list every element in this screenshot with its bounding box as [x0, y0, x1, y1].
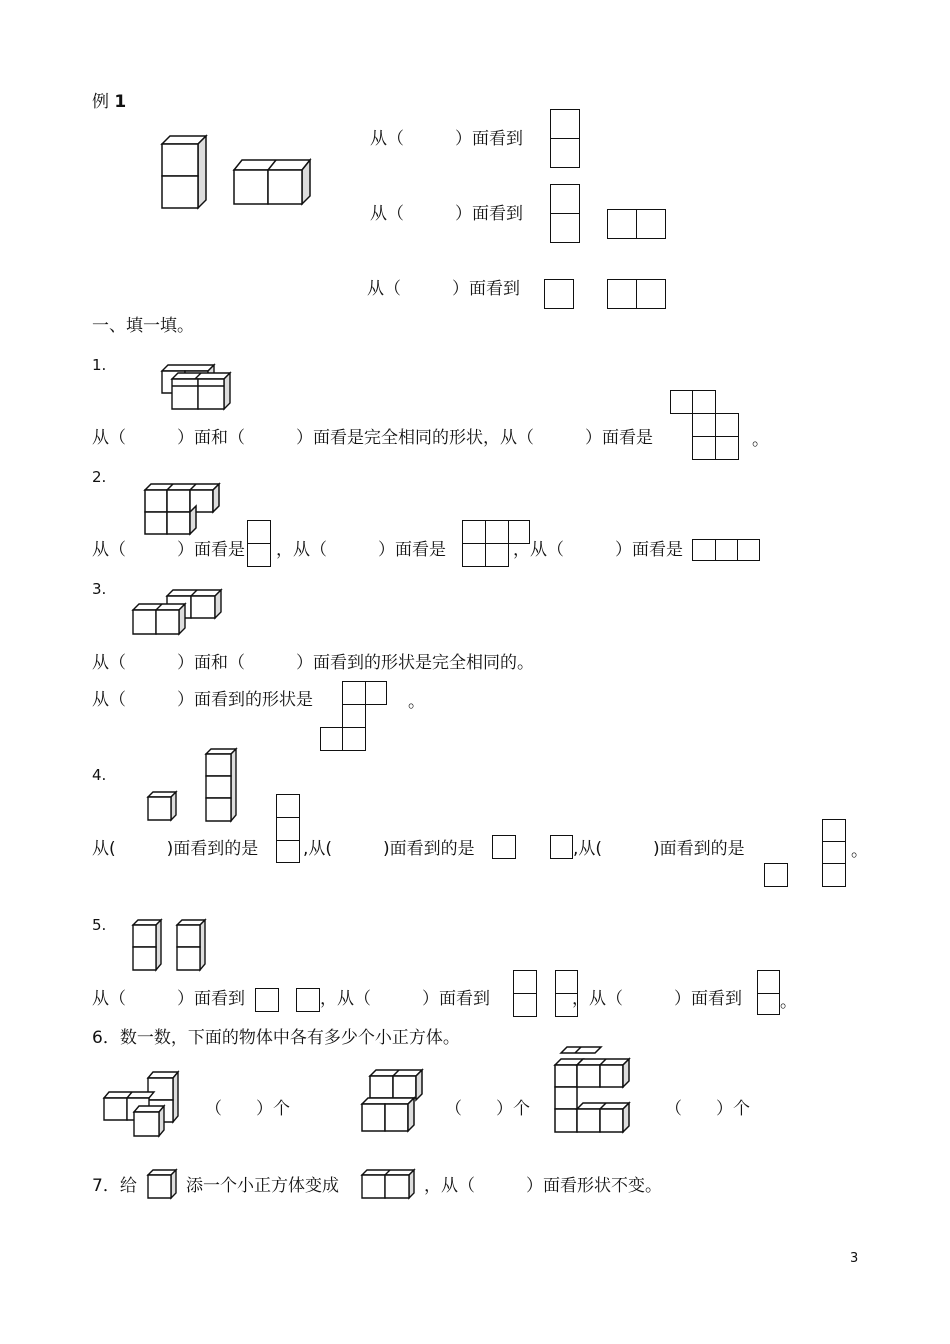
- q5-text-2: ，从（ ）面看到: [320, 989, 490, 1009]
- example-question-1: 从（ ）面看到: [370, 129, 523, 149]
- q4-text-3: ,从( )面看到的是: [573, 839, 745, 859]
- answer-shape: [276, 817, 300, 841]
- answer-shape: [550, 184, 580, 214]
- page-number: 3: [850, 1251, 859, 1266]
- q4-end: 。: [851, 841, 868, 861]
- answer-shape: [692, 539, 716, 561]
- q3-cube-figure: [131, 588, 223, 636]
- example-row-figure: [232, 158, 314, 208]
- example-tower-figure: [160, 134, 210, 212]
- answer-shape: [715, 539, 738, 561]
- answer-shape: [462, 543, 486, 567]
- answer-shape: [550, 138, 580, 168]
- q7-text-2: 添一个小正方体变成: [186, 1176, 339, 1196]
- question-number: 3.: [92, 580, 107, 598]
- q3-text-1: 从（ ）面和（ ）面看到的形状是完全相同的。: [92, 653, 534, 673]
- answer-shape: [822, 863, 846, 887]
- q2-cube-figure: [143, 482, 223, 536]
- answer-shape: [365, 681, 387, 705]
- question-number: 2.: [92, 468, 107, 486]
- answer-shape: [607, 209, 637, 239]
- answer-shape: [492, 835, 516, 859]
- answer-shape: [342, 681, 366, 705]
- answer-shape: [550, 109, 580, 139]
- q2-text-2: ，从（ ）面看是: [276, 540, 446, 560]
- q1-text: 从（ ）面和（ ）面看是完全相同的形状，从（ ）面看是: [92, 428, 653, 448]
- q6-title: 6．数一数，下面的物体中各有多少个小正方体。: [92, 1028, 460, 1048]
- q4-tower-cube-figure: [204, 747, 238, 823]
- answer-shape: [670, 390, 694, 414]
- q2-text-1: 从（ ）面看是: [92, 540, 245, 560]
- q7-text-3: ，从（ ）面看形状不变。: [424, 1176, 662, 1196]
- q5-cube-figure-left: [131, 918, 163, 972]
- answer-shape: [607, 279, 637, 309]
- q6-blank-1: （ ）个: [205, 1099, 290, 1119]
- answer-shape: [737, 539, 760, 561]
- answer-shape: [822, 819, 846, 842]
- answer-shape: [692, 390, 716, 414]
- q5-cube-figure-right: [175, 918, 207, 972]
- q7-cube-pair: [360, 1168, 416, 1200]
- q6-blank-3: （ ）个: [665, 1099, 750, 1119]
- answer-shape: [320, 727, 343, 751]
- answer-shape: [715, 413, 739, 437]
- answer-shape: [636, 209, 666, 239]
- answer-shape: [692, 436, 716, 460]
- question-number: 4.: [92, 766, 107, 784]
- answer-shape: [513, 993, 537, 1017]
- q1-cube-figure: [160, 363, 234, 411]
- answer-shape: [764, 863, 788, 887]
- q6-cube-figure-2: [360, 1068, 424, 1134]
- q7-text-1: 7．给: [92, 1176, 137, 1196]
- answer-shape: [255, 988, 279, 1012]
- q3-end: 。: [408, 692, 425, 712]
- answer-shape: [757, 970, 780, 994]
- q5-end: 。: [780, 992, 797, 1012]
- q6-cube-figure-3: [553, 1045, 633, 1135]
- example-question-3: 从（ ）面看到: [367, 279, 520, 299]
- answer-shape: [550, 835, 573, 859]
- question-number: 5.: [92, 916, 107, 934]
- answer-shape: [513, 970, 537, 994]
- answer-shape: [462, 520, 486, 544]
- answer-shape: [757, 993, 780, 1015]
- answer-shape: [247, 543, 271, 567]
- q4-text-1: 从( )面看到的是: [92, 839, 259, 859]
- answer-shape: [247, 520, 271, 544]
- answer-shape: [636, 279, 666, 309]
- q5-text-1: 从（ ）面看到: [92, 989, 245, 1009]
- q3-text-2: 从（ ）面看到的形状是: [92, 690, 313, 710]
- q4-single-cube-figure: [146, 790, 178, 822]
- answer-shape: [485, 520, 509, 544]
- answer-shape: [296, 988, 320, 1012]
- q7-cube-single: [146, 1168, 178, 1200]
- answer-shape: [485, 543, 509, 567]
- example-question-2: 从（ ）面看到: [370, 204, 523, 224]
- answer-shape: [692, 413, 716, 437]
- answer-shape: [544, 279, 574, 309]
- answer-shape: [342, 704, 366, 728]
- answer-shape: [276, 840, 300, 863]
- answer-shape: [342, 727, 366, 751]
- answer-shape: [276, 794, 300, 818]
- answer-shape: [715, 436, 739, 460]
- q1-end: 。: [752, 430, 769, 450]
- section-title: 一、填一填。: [92, 316, 194, 336]
- q4-text-2: ,从( )面看到的是: [303, 839, 475, 859]
- q6-blank-2: （ ）个: [445, 1099, 530, 1119]
- question-number: 1.: [92, 356, 107, 374]
- q6-cube-figure-1: [102, 1070, 182, 1140]
- example-label: 例 1: [92, 92, 127, 112]
- answer-shape: [550, 213, 580, 243]
- q2-text-3: ，从（ ）面看是: [513, 540, 683, 560]
- answer-shape: [822, 841, 846, 864]
- q5-text-3: ，从（ ）面看到: [572, 989, 742, 1009]
